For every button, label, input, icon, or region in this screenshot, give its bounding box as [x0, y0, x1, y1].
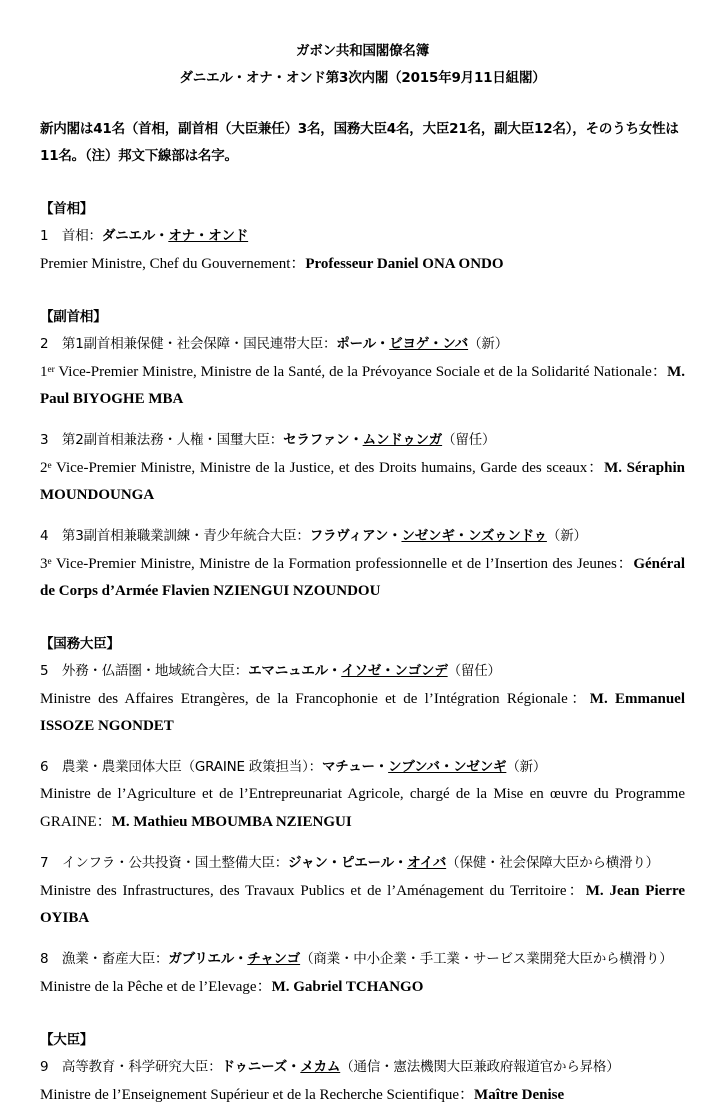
entry-note-jp: （通信・憲法機関大臣兼政府報道官から昇格） — [340, 1059, 620, 1075]
entry-japanese-line — [40, 331, 685, 358]
section-heading: 【国務大臣】 — [40, 636, 120, 652]
section-heading: 【首相】 — [40, 201, 94, 217]
entry-post-fr: Premier Ministre, Chef du Gouvernement — [40, 256, 291, 272]
entry-name-fr: M. Gabriel TCHANGO — [271, 979, 424, 995]
entry-name-jp-given: ドゥニーズ・ — [221, 1059, 301, 1075]
entry-number: 4 — [40, 528, 49, 544]
entry-colon: ： — [587, 458, 605, 476]
entry-name-jp-family: チャンゴ — [247, 951, 301, 967]
minister-entry — [40, 946, 685, 1001]
entry-number: 8 — [40, 951, 49, 967]
entry-name-jp-given: ガブリエル・ — [168, 951, 248, 967]
entry-number: 1 — [40, 228, 49, 244]
entry-name-fr: M. Jean Pierre OYIBA — [40, 883, 685, 926]
entry-ordinal-suffix: e — [47, 556, 52, 567]
entry-name-jp-family: オイバ — [407, 855, 447, 871]
entry-post-jp: 首相： — [61, 228, 102, 244]
entry-name-jp — [222, 1059, 341, 1075]
page-subtitle: ダニエル・オナ・オンド第3次内閣（2015年9月11日組閣） — [179, 70, 546, 86]
entry-japanese-line — [40, 523, 685, 550]
entry-number: 2 — [40, 336, 49, 352]
entry-ordinal-suffix: er — [47, 364, 55, 375]
entry-name-fr: M. Mathieu MBOUMBA NZIENGUI — [111, 814, 352, 830]
entry-colon: ： — [566, 881, 586, 899]
entry-name-jp-given: セラファン・ — [283, 432, 363, 448]
minister-entry — [40, 658, 685, 740]
entry-japanese-line — [40, 1054, 685, 1081]
entry-number: 5 — [40, 663, 49, 679]
entry-name-jp — [336, 336, 468, 352]
page-title: ガボン共和国閣僚名簿 — [296, 43, 429, 59]
entry-name-jp-family: ンゼンギ・ンズゥンドゥ — [401, 528, 547, 544]
entry-colon: ： — [616, 554, 634, 572]
entry-number: 6 — [40, 759, 49, 775]
entry-colon: ： — [290, 254, 306, 272]
entry-name-jp-given: ダニエル・ — [101, 228, 169, 244]
sections-container — [40, 196, 685, 1109]
entry-post-fr: Ministre de la Pêche et de l’Elevage — [40, 979, 257, 995]
entry-japanese-line — [40, 427, 685, 454]
entry-post-jp: 漁業・畜産大臣： — [61, 951, 169, 967]
entry-name-fr: Professeur Daniel ONA ONDO — [305, 256, 504, 272]
entry-note-jp: （留任） — [442, 432, 496, 448]
entry-french-line — [40, 1081, 685, 1109]
entry-colon: ： — [567, 689, 590, 707]
entry-note-jp: （留任） — [447, 663, 501, 679]
entry-name-jp — [248, 663, 448, 679]
entry-french-line — [40, 685, 685, 740]
entry-japanese-line — [40, 754, 685, 781]
entry-name-jp-family: ビヨゲ・ンバ — [389, 336, 469, 352]
entry-name-jp-given: マチュー・ — [322, 759, 389, 775]
entry-name-jp-given: フラヴィアン・ — [309, 528, 402, 544]
minister-entry — [40, 1054, 685, 1109]
intro-paragraph: 新内閣は41名（首相，副首相（大臣兼任）3名，国務大臣4名，大臣21名，副大臣12名），そのうち女性は11名。（注）邦文下線部は名字。 — [40, 121, 679, 164]
section-spacer — [40, 292, 685, 304]
minister-entry — [40, 850, 685, 932]
entry-name-jp-given: エマニュエル・ — [248, 663, 342, 679]
entry-post-jp: インフラ・公共投資・国土整備大臣： — [61, 855, 289, 871]
entry-name-fr: Maître Denise — [474, 1087, 565, 1103]
section-spacer — [40, 1015, 685, 1027]
entry-japanese-line — [40, 223, 685, 250]
entry-name-fr: M. Emmanuel ISSOZE NGONDET — [40, 691, 685, 734]
entry-french-line — [40, 781, 685, 836]
entry-note-jp: （商業・中小企業・手工業・サービス業開発大臣から横滑り） — [300, 951, 673, 967]
entry-post-fr: Ministre de l’Enseignement Supérieur et de la Recherche Scientifique — [40, 1087, 460, 1103]
entry-french-line — [40, 358, 685, 413]
entry-note-jp: （新） — [506, 759, 547, 775]
entry-name-jp-given: ジャン・ピエール・ — [288, 855, 408, 871]
minister-entry — [40, 331, 685, 413]
entry-colon: ： — [256, 977, 272, 995]
entry-japanese-line — [40, 658, 685, 685]
entry-name-jp-given: ポール・ — [336, 336, 390, 352]
entry-name-fr: M. Paul BIYOGHE MBA — [40, 364, 685, 407]
entry-french-line — [40, 973, 685, 1001]
entry-name-fr: M. Séraphin MOUNDOUNGA — [40, 460, 685, 503]
entry-post-jp: 第1副首相兼保健・社会保障・国民連帯大臣： — [61, 336, 337, 352]
entry-post-fr: Ministre de l’Agriculture et de l’Entrepreunariat Agricole, chargé de la Mise en œuvre du Programme GRAINE — [40, 786, 685, 830]
entry-japanese-line — [40, 946, 685, 973]
entry-name-jp-family: メカム — [300, 1059, 341, 1075]
entry-french-line — [40, 250, 685, 278]
entry-name-jp-family: ムンドゥンガ — [362, 432, 443, 448]
entry-name-jp — [288, 855, 446, 871]
entry-post-jp: 外務・仏語圏・地域統合大臣： — [61, 663, 249, 679]
entry-post-fr: Vice-Premier Ministre, Ministre de la Santé, de la Prévoyance Sociale et de la Solidarité Nationale — [54, 364, 652, 380]
entry-post-fr: Ministre des Affaires Etrangères, de la Francophonie et de l’Intégration Régionale — [40, 691, 568, 707]
entry-colon: ： — [96, 812, 112, 830]
entry-name-fr: Général de Corps d’Armée Flavien NZIENGUI NZOUNDOU — [40, 556, 685, 599]
entry-name-jp-family: ンブンバ・ンゼンギ — [388, 759, 507, 775]
entry-name-jp-family: オナ・オンド — [168, 228, 249, 244]
entry-ordinal-number: 3 — [40, 556, 48, 572]
minister-entry — [40, 754, 685, 836]
entry-name-jp — [168, 951, 300, 967]
section-heading: 【大臣】 — [40, 1032, 94, 1048]
minister-entry — [40, 427, 685, 509]
entry-colon: ： — [651, 362, 668, 380]
entry-post-jp: 第3副首相兼職業訓練・青少年統合大臣： — [61, 528, 310, 544]
entry-ordinal-suffix: e — [47, 460, 52, 471]
entry-note-jp: （新） — [546, 528, 587, 544]
entry-post-jp: 第2副首相兼法務・人権・国璽大臣： — [61, 432, 284, 448]
entry-post-jp: 農業・農業団体大臣（GRAINE 政策担当）： — [61, 759, 322, 775]
minister-entry — [40, 523, 685, 605]
section-heading: 【副首相】 — [40, 309, 107, 325]
entry-note-jp: （保健・社会保障大臣から横滑り） — [446, 855, 659, 871]
entry-french-line — [40, 550, 685, 605]
entry-colon: ： — [459, 1085, 475, 1103]
entry-post-fr: Ministre des Infrastructures, des Travaux Publics et de l’Aménagement du Territoire — [40, 883, 567, 899]
section-spacer — [40, 619, 685, 631]
entry-ordinal-number: 2 — [40, 460, 48, 476]
entry-name-jp — [283, 432, 442, 448]
entry-post-fr: Vice-Premier Ministre, Ministre de la Formation professionnelle et de l’Insertion des Jeunes — [51, 556, 617, 572]
entry-number: 3 — [40, 432, 49, 448]
entry-note-jp: （新） — [468, 336, 508, 352]
entry-number: 7 — [40, 855, 49, 871]
entry-post-fr: Vice-Premier Ministre, Ministre de la Justice, et des Droits humains, Garde des sceaux — [51, 460, 588, 476]
entry-ordinal-number: 1 — [40, 364, 48, 380]
entry-name-jp — [310, 528, 547, 544]
entry-name-jp-family: イソゼ・ンゴンデ — [341, 663, 448, 679]
entry-name-jp — [322, 759, 506, 775]
entry-post-jp: 高等教育・科学研究大臣： — [61, 1059, 222, 1075]
entry-french-line — [40, 454, 685, 509]
minister-entry — [40, 223, 685, 278]
entry-japanese-line — [40, 850, 685, 877]
entry-french-line — [40, 877, 685, 932]
entry-number: 9 — [40, 1059, 49, 1075]
entry-name-jp — [102, 228, 248, 244]
